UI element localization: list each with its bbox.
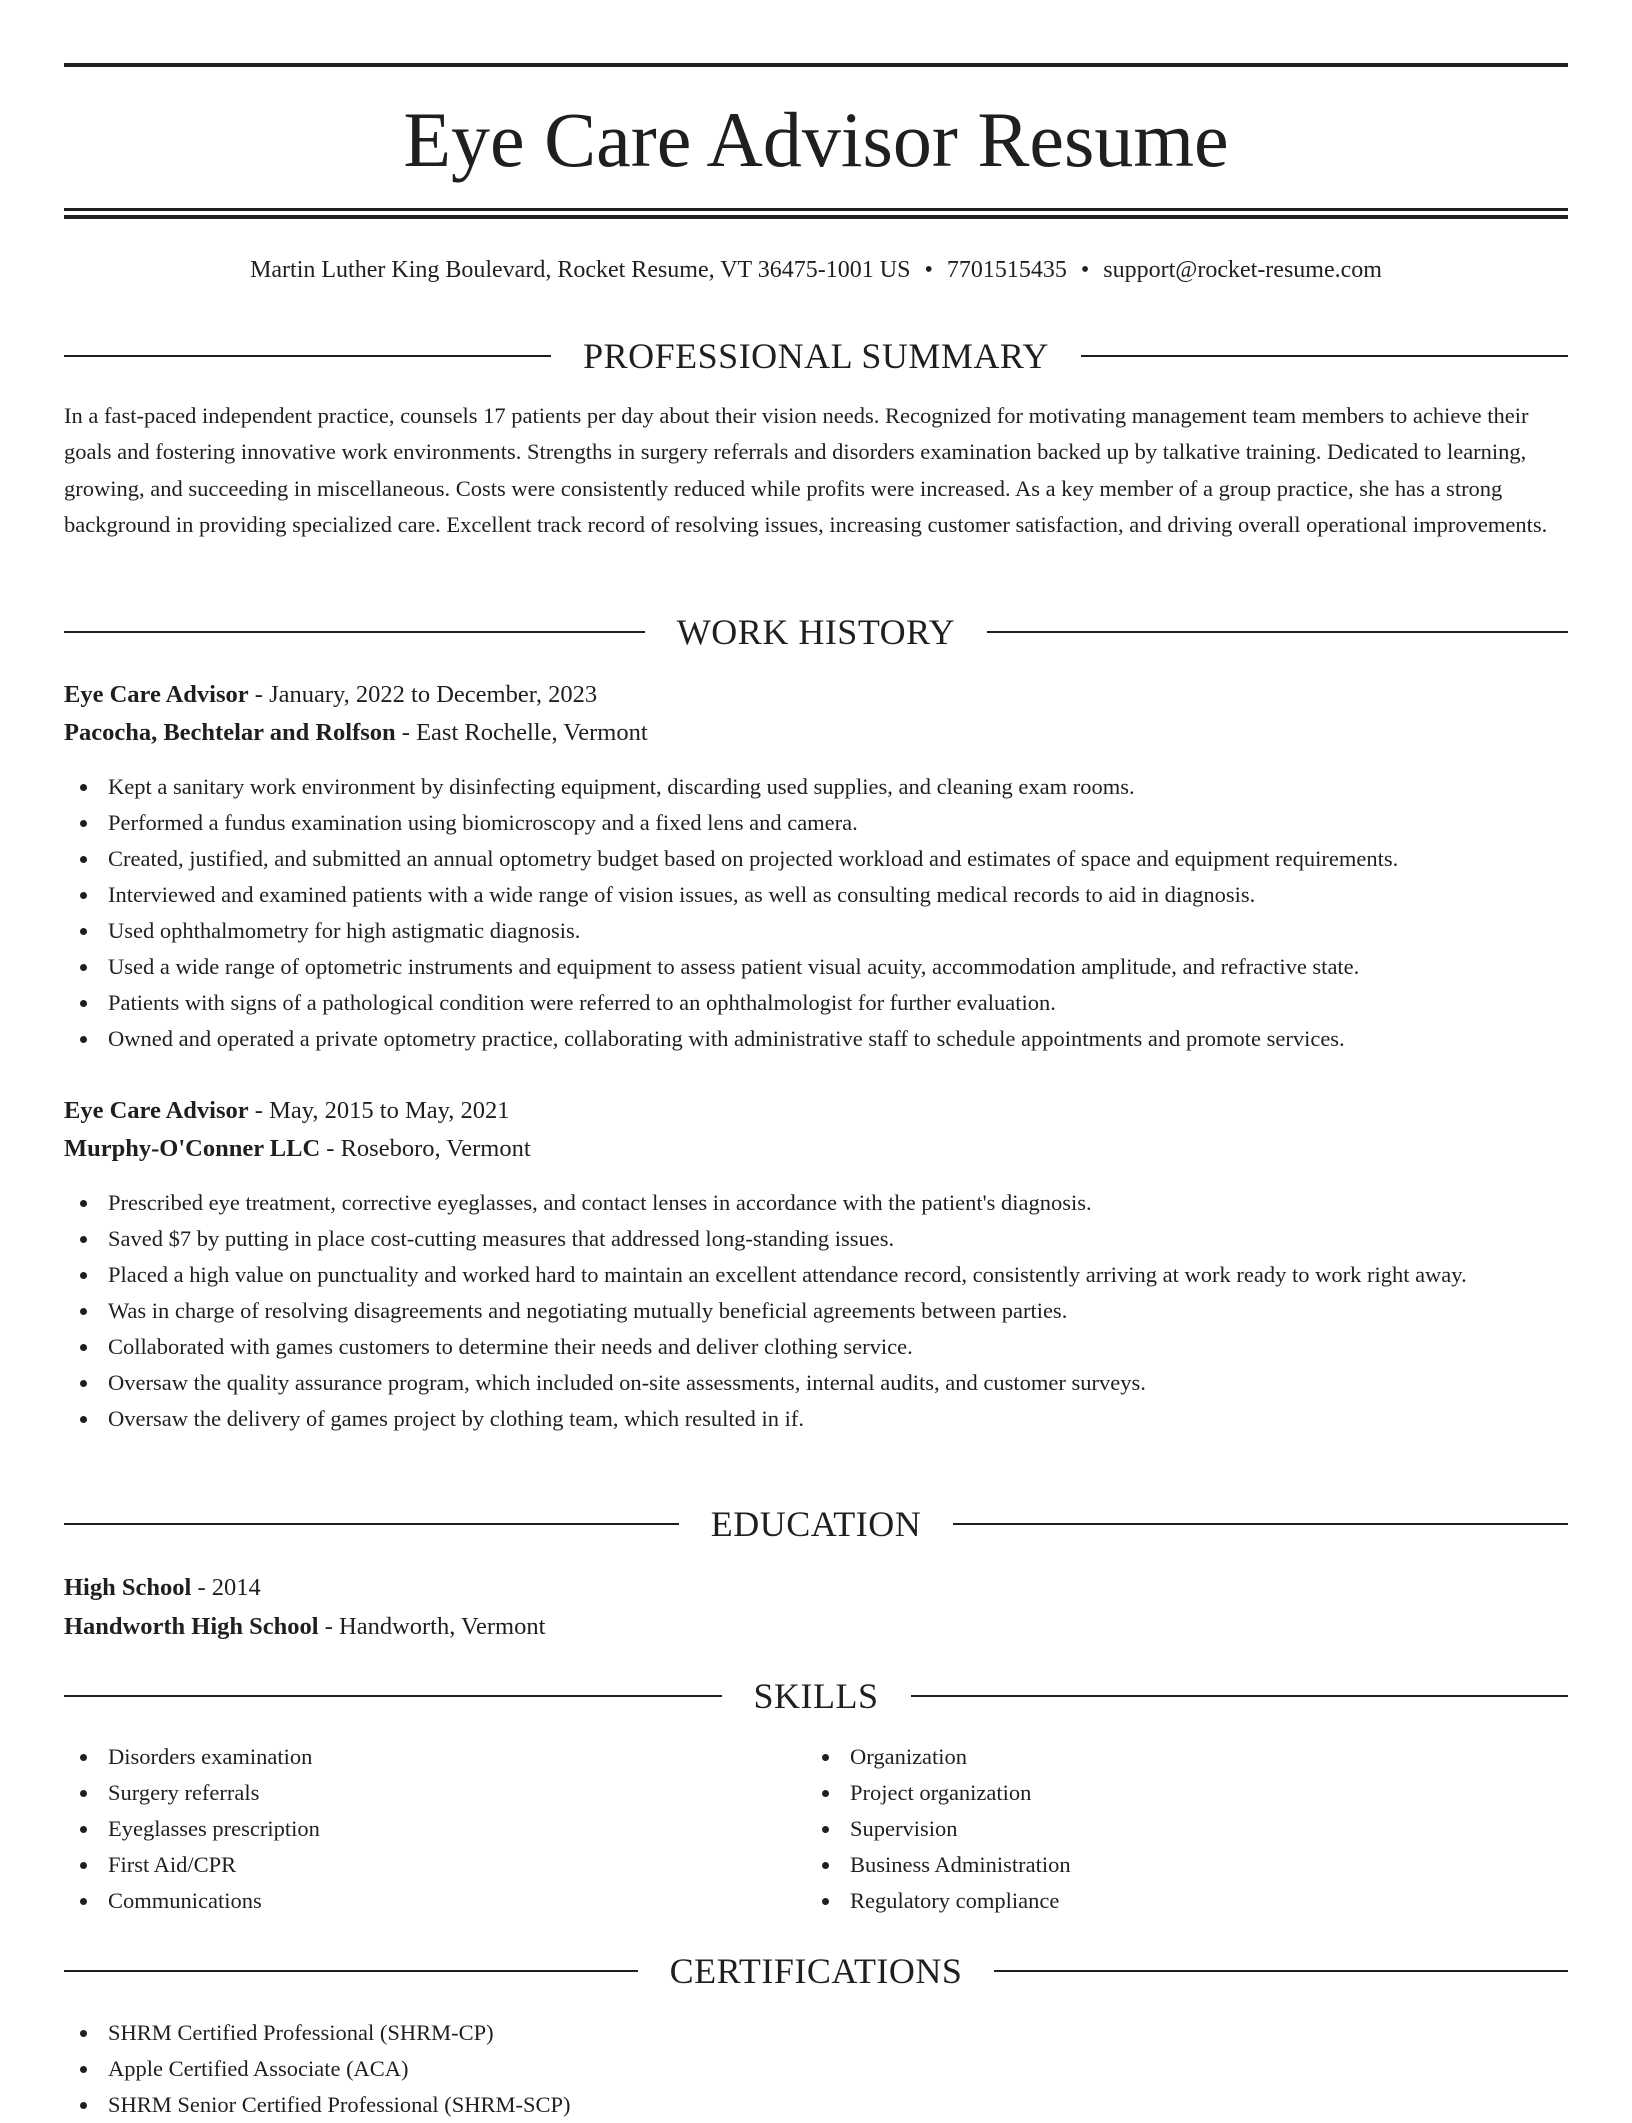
skills-list-left [64,1739,320,1919]
skill-item: Disorders examination [64,1739,320,1775]
skill-item: Supervision [806,1811,1071,1847]
contact-line [64,252,1568,288]
list-item: Was in charge of resolving disagreements and negotiating mutually beneficial agreements between parties. [64,1293,1568,1329]
job-company: Pacocha, Bechtelar and Rolfson [64,719,396,746]
job-location: - East Rochelle, Vermont [395,719,648,746]
bullet-dot [822,1826,829,1833]
job-location: - Roseboro, Vermont [320,1135,531,1162]
bullet-dot [80,1416,87,1423]
job-company-line [64,1131,1568,1167]
job-title-line [64,1093,1568,1129]
section-heading-education [64,1499,1568,1549]
list-item: Used a wide range of optometric instruments and equipment to assess patient visual acuity, accommodation amplitude, and refractive state. [64,949,1568,985]
list-item: Patients with signs of a pathological condition were referred to an ophthalmologist for further evaluation. [64,985,1568,1021]
list-item: Oversaw the delivery of games project by clothing team, which resulted in if. [64,1401,1568,1437]
list-item: Interviewed and examined patients with a wide range of vision issues, as well as consulting medical records to aid in diagnosis. [64,877,1568,913]
skill-item: Project organization [806,1775,1071,1811]
bullet-dot [80,1200,87,1207]
list-item: Oversaw the quality assurance program, which included on-site assessments, internal audits, and customer surveys. [64,1365,1568,1401]
bullet-dot [822,1790,829,1797]
list-item: SHRM Certified Professional (SHRM-CP) [64,2015,1568,2051]
education-location: - Handworth, Vermont [318,1613,546,1640]
bullet-dot [80,2102,87,2109]
summary-text: In a fast-paced independent practice, counsels 17 patients per day about their vision needs. Recognized for motivating management team members to achieve their goals and fostering innovative work environments. Strengths in surgery referrals and disorders examination backed up by talkative training. Dedicated to learning, growing, and succeeding in miscellaneous. Costs were consistently reduced while profits were increased. As a key member of a group practice, she has a strong background in providing specialized care. Excellent track record of resolving issues, increasing customer satisfaction, and driving overall operational improvements. [64,403,1548,538]
list-item: Used ophthalmometry for high astigmatic diagnosis. [64,913,1568,949]
heading-label: PROFESSIONAL SUMMARY [583,336,1049,376]
list-item: Apple Certified Associate (ACA) [64,2051,1568,2087]
heading-rule [987,631,1568,633]
certifications-list [64,2015,1568,2123]
bullet-dot [80,1308,87,1315]
skill-item: Surgery referrals [64,1775,320,1811]
section-heading-skills [64,1671,1568,1721]
list-item: Created, justified, and submitted an annual optometry budget based on projected workload and estimates of space and equipment requirements. [64,841,1568,877]
heading-rule [64,1695,722,1697]
heading-rule [911,1695,1569,1697]
list-item: SHRM Senior Certified Professional (SHRM-SCP) [64,2087,1568,2123]
heading-rule [64,631,645,633]
list-item: Kept a sanitary work environment by disinfecting equipment, discarding used supplies, and cleaning exam rooms. [64,769,1568,805]
heading-rule [64,355,551,357]
job-company: Murphy-O'Conner LLC [64,1135,321,1162]
list-item: Prescribed eye treatment, corrective eyeglasses, and contact lenses in accordance with the patient's diagnosis. [64,1185,1568,1221]
heading-label: EDUCATION [710,1504,922,1544]
list-item: Owned and operated a private optometry practice, collaborating with administrative staff to schedule appointments and promote services. [64,1021,1568,1057]
bullet-dot [80,2066,87,2073]
job-bullets [64,1185,1568,1437]
title-rule-lower [64,215,1568,219]
skill-item: Eyeglasses prescription [64,1811,320,1847]
heading-label: SKILLS [753,1676,879,1716]
bullet-dot [80,928,87,935]
list-item: Performed a fundus examination using biomicroscopy and a fixed lens and camera. [64,805,1568,841]
heading-rule [64,1970,638,1972]
contact-separator: • [924,257,933,283]
contact-email[interactable]: support@rocket-resume.com [1103,257,1382,283]
education-school: Handworth High School [64,1613,319,1640]
bullet-dot [80,1380,87,1387]
bullet-dot [80,1000,87,1007]
job-bullets [64,769,1568,1057]
bullet-dot [80,1236,87,1243]
section-heading-summary [64,331,1568,381]
skill-item: Business Administration [806,1847,1071,1883]
education-degree-line [64,1570,1568,1606]
bullet-dot [80,1754,87,1761]
skill-item: Regulatory compliance [806,1883,1071,1919]
heading-rule [953,1523,1568,1525]
job-title-line [64,677,1568,713]
list-item: Saved $7 by putting in place cost-cutting measures that addressed long-standing issues. [64,1221,1568,1257]
list-item: Placed a high value on punctuality and worked hard to maintain an excellent attendance record, consistently arriving at work ready to work right away. [64,1257,1568,1293]
bullet-dot [80,964,87,971]
bullet-dot [822,1862,829,1869]
job-title: Eye Care Advisor [64,1097,249,1124]
bullet-dot [80,820,87,827]
list-item: Collaborated with games customers to determine their needs and deliver clothing service. [64,1329,1568,1365]
contact-separator: • [1080,257,1090,283]
skill-item: Communications [64,1883,320,1919]
bullet-dot [822,1898,829,1905]
heading-label: WORK HISTORY [676,612,956,652]
job-dates: - January, 2022 to December, 2023 [248,681,598,708]
bullet-dot [80,1036,87,1043]
education-school-line [64,1609,1568,1645]
heading-rule [1081,355,1568,357]
title-rule-upper [64,208,1568,211]
bullet-dot [822,1754,829,1761]
bullet-dot [80,1790,87,1797]
education-year: - 2014 [191,1574,261,1601]
bullet-dot [80,1826,87,1833]
bullet-dot [80,856,87,863]
bullet-dot [80,1862,87,1869]
section-heading-work-history [64,607,1568,657]
education-degree: High School [64,1574,192,1601]
contact-address: Martin Luther King Boulevard, Rocket Resume, VT 36475-1001 US [250,257,911,283]
bullet-dot [80,892,87,899]
resume-title: Eye Care Advisor Resume [403,96,1229,183]
heading-rule [994,1970,1568,1972]
heading-label: CERTIFICATIONS [669,1951,963,1991]
job-dates: - May, 2015 to May, 2021 [248,1097,510,1124]
bullet-dot [80,1344,87,1351]
top-rule [64,63,1568,67]
bullet-dot [80,784,87,791]
bullet-dot [80,1898,87,1905]
bullet-dot [80,2030,87,2037]
skill-item: First Aid/CPR [64,1847,320,1883]
skills-list-right [806,1739,1071,1919]
job-title: Eye Care Advisor [64,681,249,708]
contact-phone: 7701515435 [946,257,1067,283]
section-heading-certifications [64,1946,1568,1996]
job-company-line [64,715,1568,751]
skill-item: Organization [806,1739,1071,1775]
heading-rule [64,1523,679,1525]
bullet-dot [80,1272,87,1279]
